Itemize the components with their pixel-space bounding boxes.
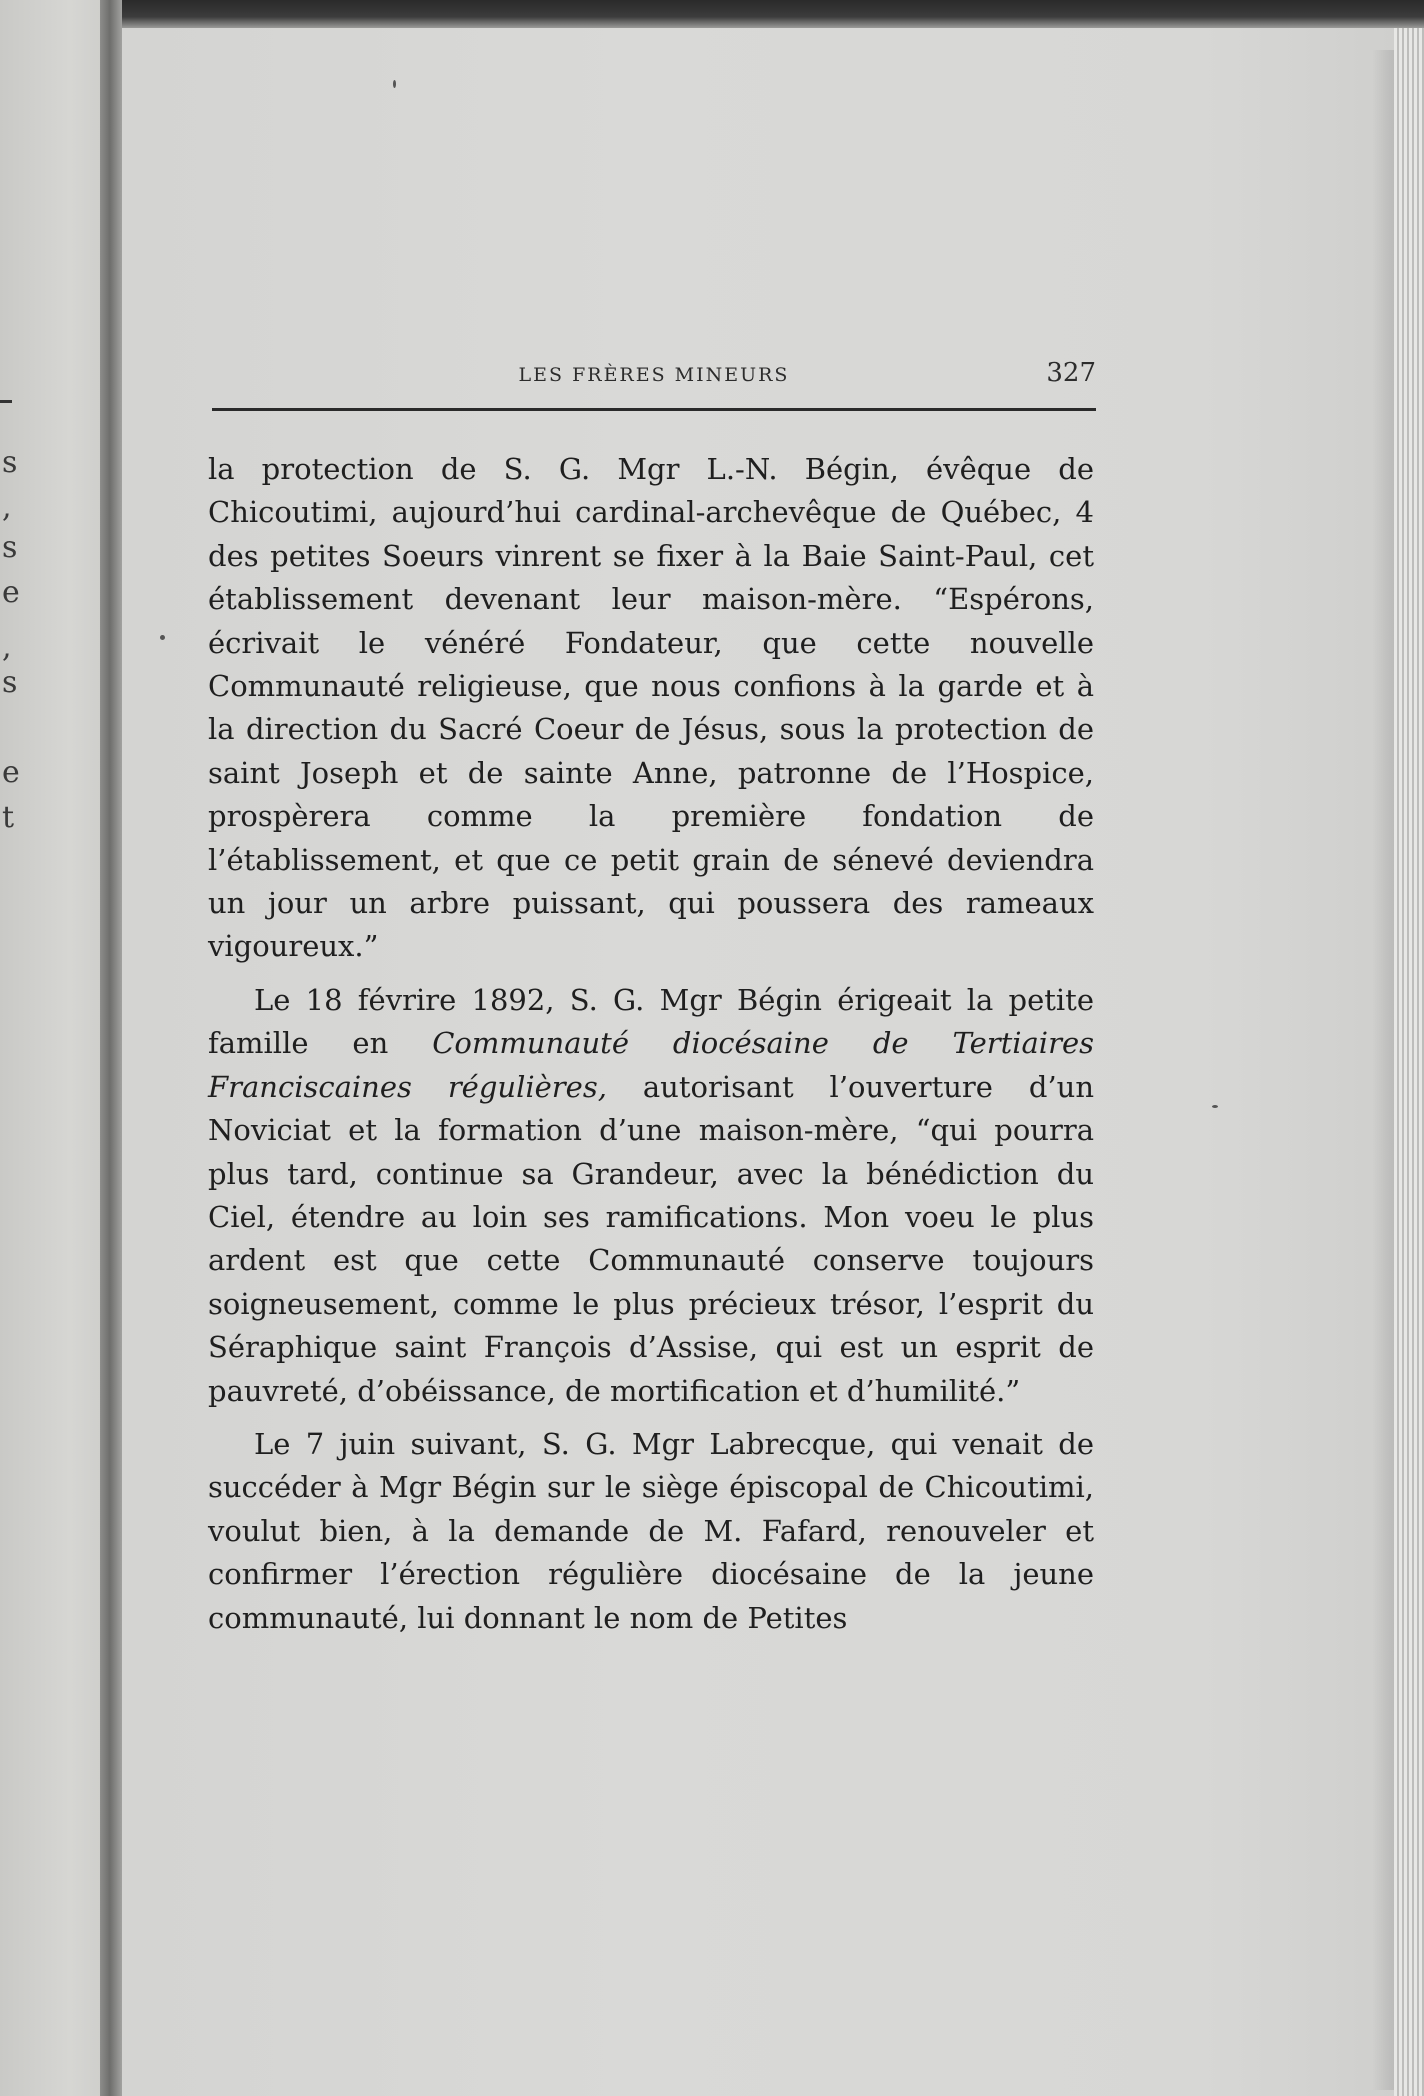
edge-mark: e [2,755,20,790]
edge-mark: , [2,630,12,665]
paragraph-2-italic: Communauté diocésaine de Tertiaires Franciscaines régulières, [208,1026,1094,1104]
running-title: LES FRÈRES MINEURS [518,364,790,386]
page-stack-edge [1394,28,1424,2096]
edge-mark: , [2,490,12,525]
paragraph-2-end: autorisant l’ouverture d’un Noviciat et la formation d’une maison-mère, “qui pourra plus tard, continue sa Grandeur, avec la bénédiction du Ciel, étendre au loin ses ramifications. Mon voeu le plus ardent est que cette Communauté conserve toujours soigneusement, comme le plus précieux trésor, l’esprit du Séraphique saint François d’Assise, qui est un esprit de pauvreté, d’obéissance, de mortification et d’humilité.” [208,1069,1095,1408]
edge-mark: s [2,530,18,565]
book-gutter [100,0,122,2096]
header-rule [212,408,1096,411]
edge-mark: s [2,445,18,480]
edge-mark: t [2,800,15,835]
page-curl-shadow [1372,50,1394,2090]
edge-mark: e [2,575,20,610]
top-edge-shadow [122,0,1424,28]
dust-speck [1212,1105,1218,1108]
dust-speck [393,80,396,88]
left-page-edge-marks [0,0,40,2096]
page-number: 327 [1046,358,1096,388]
paragraph-2-start: Le 18 févrire 1892, S. G. Mgr Bégin érigeait la petite famille en [208,982,1094,1061]
left-facing-page [0,0,100,2096]
paragraph-2 [208,979,1094,1413]
paragraph-1: la protection de S. G. Mgr L.-N. Bégin, évêque de Chicoutimi, aujourd’hui cardinal-archevêque de Québec, 4 des petites Soeurs vinrent se fixer à la Baie Saint-Paul, cet établissement devenant leur maison-mère. “Espérons, écrivait le vénéré Fondateur, que cette nouvelle Communauté religieuse, que nous confions à la garde et à la direction du Sacré Coeur de Jésus, sous la protection de saint Joseph et de sainte Anne, patronne de l’Hospice, prospèrera comme la première fondation de l’établissement, et que ce petit grain de sénevé deviendra un jour un arbre puissant, qui poussera des rameaux vigoureux.” [208,452,1094,964]
body-text [208,448,1094,1640]
running-head [212,358,1096,394]
edge-mark: s [2,665,18,700]
paragraph-3: Le 7 juin suivant, S. G. Mgr Labrecque, qui venait de succéder à Mgr Bégin sur le siège épiscopal de Chicoutimi, voulut bien, à la demande de M. Fafard, renouveler et confirmer l’érection régulière diocésaine de la jeune communauté, lui donnant le nom de Petites [208,1426,1094,1635]
dust-speck [160,635,165,640]
